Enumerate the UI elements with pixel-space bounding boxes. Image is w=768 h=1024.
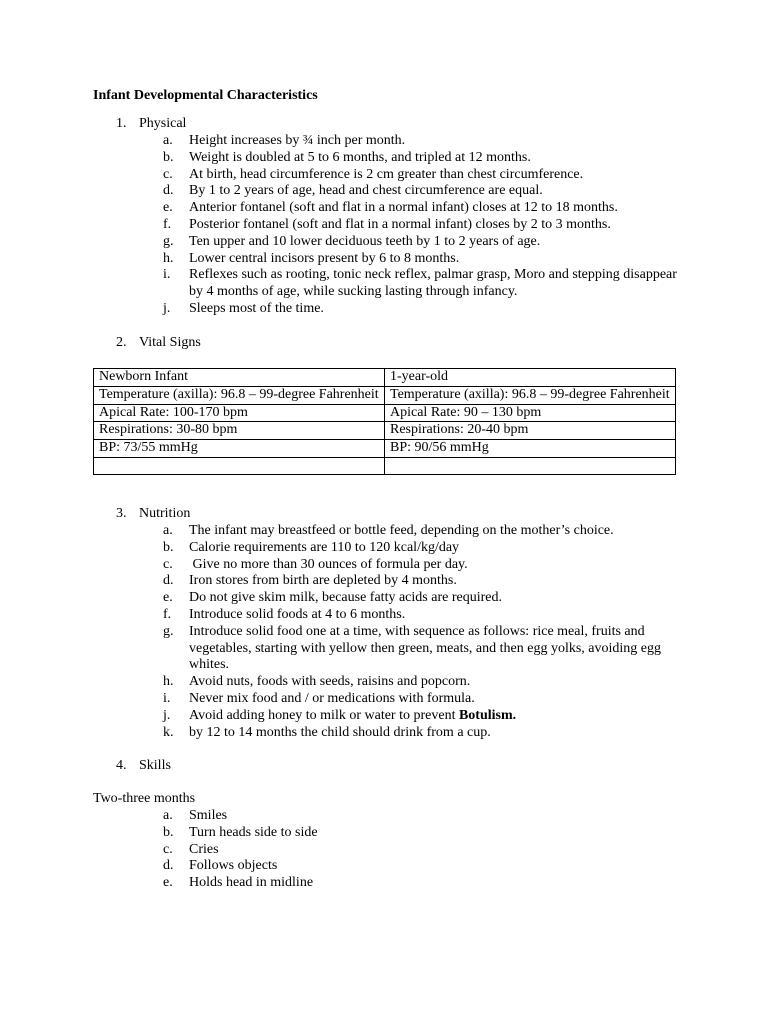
list-item-text: Introduce solid foods at 4 to 6 months. (189, 606, 406, 622)
list-marker: k. (163, 724, 174, 740)
table-cell: Temperature (axilla): 96.8 – 99-degree Fahrenheit (385, 386, 676, 404)
list-item (163, 150, 683, 167)
list-item-text: Ten upper and 10 lower deciduous teeth by 1 to 2 years of age. (189, 233, 541, 249)
list-item (163, 691, 683, 708)
list-marker: f. (163, 606, 172, 622)
list-item (163, 607, 683, 624)
list-marker: b. (163, 539, 174, 555)
list-item-text: The infant may breastfeed or bottle feed, depending on the mother’s choice. (189, 523, 614, 538)
section-skills-heading (116, 758, 171, 775)
list-item (163, 858, 683, 875)
list-item (163, 573, 683, 590)
list-marker: d. (163, 858, 174, 874)
section-number: 2. (116, 335, 127, 350)
list-item (163, 708, 683, 725)
section-nutrition-heading (116, 506, 190, 523)
list-item-text: Smiles (189, 808, 228, 823)
table-cell: Newborn Infant (94, 369, 385, 387)
list-item-text: Cries (189, 841, 219, 857)
list-marker: g. (163, 233, 174, 249)
list-marker: b. (163, 149, 174, 165)
table-cell: Temperature (axilla): 96.8 – 99-degree Fahrenheit (94, 386, 385, 404)
list-item (163, 808, 683, 825)
section-title: Nutrition (139, 506, 191, 521)
list-item-text: Iron stores from birth are depleted by 4 months. (189, 573, 457, 589)
table-cell (94, 457, 385, 474)
table-row (94, 404, 676, 422)
section-title: Skills (139, 758, 171, 773)
emphasis-text: Botulism. (458, 707, 517, 723)
list-marker: i. (163, 690, 171, 706)
list-marker: d. (163, 183, 174, 199)
list-item (163, 725, 683, 742)
table-row (94, 440, 676, 458)
list-item-text: Give no more than 30 ounces of formula per day. (189, 556, 468, 572)
list-marker: a. (163, 523, 173, 538)
list-item-text: Avoid nuts, foods with seeds, raisins and popcorn. (189, 674, 471, 690)
list-marker: j. (163, 707, 171, 723)
list-item (163, 200, 683, 217)
section-title: Physical (139, 116, 187, 131)
list-marker: h. (163, 250, 174, 266)
list-item-text: Posterior fontanel (soft and flat in a normal infant) closes by 2 to 3 months. (189, 216, 611, 232)
table-row (94, 369, 676, 387)
table-cell: Respirations: 20-40 bpm (385, 422, 676, 440)
section-number: 1. (116, 116, 127, 131)
physical-list (163, 133, 683, 318)
list-marker: i. (163, 267, 171, 283)
list-marker: g. (163, 623, 174, 639)
list-item (163, 217, 683, 234)
list-item-text: by 12 to 14 months the child should drink from a cup. (189, 724, 491, 740)
list-marker: d. (163, 573, 174, 589)
list-item (163, 842, 683, 859)
list-marker: e. (163, 590, 173, 606)
list-item (163, 301, 683, 318)
table-cell: Respirations: 30-80 bpm (94, 422, 385, 440)
table-row (94, 422, 676, 440)
list-marker: c. (163, 556, 173, 572)
section-title: Vital Signs (139, 335, 201, 350)
section-physical-heading (116, 116, 186, 133)
list-item-text: Anterior fontanel (soft and flat in a normal infant) closes at 12 to 18 months. (189, 200, 618, 216)
list-item-text: By 1 to 2 years of age, head and chest circumference are equal. (189, 183, 543, 199)
list-item-text: At birth, head circumference is 2 cm greater than chest circumference. (189, 166, 584, 182)
table-cell: Apical Rate: 90 – 130 bpm (385, 404, 676, 422)
list-item-text: Calorie requirements are 110 to 120 kcal/kg/day (189, 539, 460, 555)
list-marker: b. (163, 824, 174, 840)
nutrition-list (163, 523, 683, 741)
table-cell (385, 457, 676, 474)
list-item (163, 825, 683, 842)
list-item-text: Lower central incisors present by 6 to 8 months. (189, 250, 460, 266)
list-item (163, 523, 683, 540)
list-item (163, 267, 683, 301)
vital-signs-table (93, 368, 676, 475)
list-item (163, 167, 683, 184)
list-item-text: Sleeps most of the time. (189, 300, 324, 316)
section-vitals-heading (116, 335, 201, 352)
section-number: 3. (116, 506, 127, 521)
list-marker: e. (163, 875, 173, 891)
list-item-text: Do not give skim milk, because fatty acids are required. (189, 590, 502, 606)
list-item (163, 590, 683, 607)
list-item (163, 624, 683, 674)
list-marker: c. (163, 166, 173, 182)
document-title: Infant Developmental Characteristics (93, 88, 318, 103)
list-item (163, 251, 683, 268)
list-marker: a. (163, 808, 173, 823)
list-item (163, 875, 683, 892)
list-marker: h. (163, 674, 174, 690)
list-item-text: Weight is doubled at 5 to 6 months, and tripled at 12 months. (189, 149, 531, 165)
list-item (163, 133, 683, 150)
list-item-text: Introduce solid food one at a time, with sequence as follows: rice meal, fruits and vegetables, starting with yellow then green, meats, and then egg yolks, avoiding egg whites. (189, 623, 661, 673)
list-item-text: Avoid adding honey to milk or water to prevent (189, 707, 459, 723)
list-item (163, 234, 683, 251)
list-item (163, 557, 683, 574)
list-item-text: Follows objects (189, 858, 278, 874)
table-cell: 1-year-old (385, 369, 676, 387)
table-row (94, 386, 676, 404)
list-marker: j. (163, 300, 171, 316)
list-item (163, 674, 683, 691)
list-item-text: Reflexes such as rooting, tonic neck reflex, palmar grasp, Moro and stepping disappear by 4 months of age, while sucking lasting through infancy. (189, 267, 677, 300)
list-item-text: Never mix food and / or medications with formula. (189, 690, 475, 706)
list-item-text: Height increases by ¾ inch per month. (189, 133, 406, 148)
list-item-text: Holds head in midline (189, 875, 314, 891)
table-cell: BP: 90/56 mmHg (385, 440, 676, 458)
skills-subheading: Two-three months (93, 791, 196, 806)
list-marker: c. (163, 841, 173, 857)
list-item (163, 183, 683, 200)
list-marker: e. (163, 200, 173, 216)
table-cell: BP: 73/55 mmHg (94, 440, 385, 458)
list-marker: a. (163, 133, 173, 148)
section-number: 4. (116, 758, 127, 773)
table-cell: Apical Rate: 100-170 bpm (94, 404, 385, 422)
list-marker: f. (163, 216, 172, 232)
skills-list (163, 808, 683, 892)
list-item-text: Turn heads side to side (189, 824, 318, 840)
table-row (94, 457, 676, 474)
list-item (163, 540, 683, 557)
